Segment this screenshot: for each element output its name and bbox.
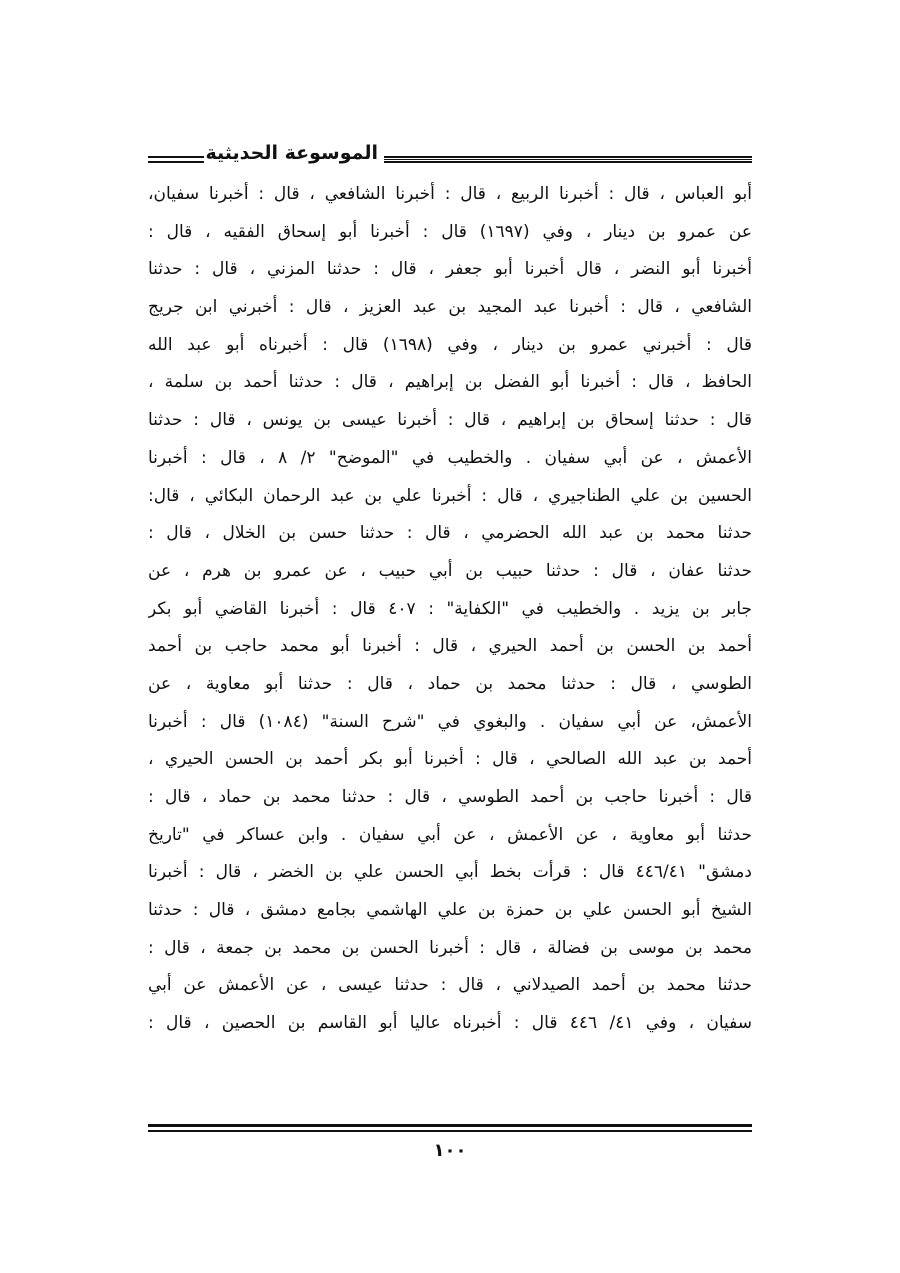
text-line: أحمد بن عبد الله الصالحي ، قال : أخبرنا أبو بكر أحمد بن الحسن الحيري ، bbox=[148, 749, 752, 770]
text-line: الأعمش، عن أبي سفيان . والبغوي في "شرح السنة" (١٠٨٤) قال : أخبرنا bbox=[148, 711, 752, 732]
text-line: الشافعي ، قال : أخبرنا عبد المجيد بن عبد العزيز ، قال : أخبرني ابن جريج bbox=[148, 297, 752, 318]
header-rule-left bbox=[148, 156, 204, 163]
text-line: جابر بن يزيد . والخطيب في "الكفاية" : ٤٠٧ قال : أخبرنا القاضي أبو بكر bbox=[148, 598, 752, 619]
text-line: أخبرنا أبو النضر ، قال أخبرنا أبو جعفر ، قال : حدثنا المزني ، قال : حدثنا bbox=[148, 259, 752, 280]
text-line: حدثنا محمد بن عبد الله الحضرمي ، قال : حدثنا حسن بن الخلال ، قال : bbox=[148, 523, 752, 544]
header-rule-right bbox=[384, 156, 752, 163]
text-line: دمشق" ٤٤٦/٤١ قال : قرأت بخط أبي الحسن علي بن الخضر ، قال : أخبرنا bbox=[148, 862, 752, 883]
text-line: قال : حدثنا إسحاق بن إبراهيم ، قال : أخبرنا عيسى بن يونس ، قال : حدثنا bbox=[148, 410, 752, 431]
running-header-title: الموسوعة الحديثية bbox=[205, 142, 378, 164]
text-line: الأعمش ، عن أبي سفيان . والخطيب في "الموضح" ٢/ ٨ ، قال : أخبرنا bbox=[148, 447, 752, 468]
text-line: الحافظ ، قال : أخبرنا أبو الفضل بن إبراهيم ، قال : حدثنا أحمد بن سلمة ، bbox=[148, 372, 752, 393]
text-line: أبو العباس ، قال : أخبرنا الربيع ، قال : أخبرنا الشافعي ، قال : أخبرنا سفيان، bbox=[148, 184, 752, 204]
text-line: قال : أخبرنا حاجب بن أحمد الطوسي ، قال : حدثنا محمد بن حماد ، قال : bbox=[148, 787, 752, 807]
text-line: الشيخ أبو الحسن علي بن حمزة بن علي الهاشمي بجامع دمشق ، قال : حدثنا bbox=[148, 900, 752, 921]
text-line: الطوسي ، قال : حدثنا محمد بن حماد ، قال : حدثنا أبو معاوية ، عن bbox=[148, 673, 752, 694]
text-line: حدثنا أبو معاوية ، عن الأعمش ، عن أبي سفيان . وابن عساكر في "تاريخ bbox=[148, 824, 752, 845]
page-number: ١٠٠ bbox=[433, 1140, 467, 1161]
text-line: قال : أخبرني عمرو بن دينار ، وفي (١٦٩٨) قال : أخبرناه أبو عبد الله bbox=[148, 334, 752, 355]
text-line: حدثنا عفان ، قال : حدثنا حبيب بن أبي حبيب ، عن عمرو بن هرم ، عن bbox=[148, 560, 752, 581]
text-line: محمد بن موسى بن فضالة ، قال : أخبرنا الحسن بن محمد بن جمعة ، قال : bbox=[148, 937, 752, 958]
body-text bbox=[148, 176, 752, 1043]
text-line: الحسين بن علي الطناجيري ، قال : أخبرنا علي بن عبد الرحمان البكائي ، قال: bbox=[148, 485, 752, 506]
text-line: أحمد بن الحسن بن أحمد الحيري ، قال : أخبرنا أبو محمد حاجب بن أحمد bbox=[148, 636, 752, 657]
text-line: سفيان ، وفي ٤١/ ٤٤٦ قال : أخبرناه عاليا أبو القاسم بن الحصين ، قال : bbox=[148, 1013, 752, 1034]
footer-rule bbox=[148, 1124, 752, 1132]
text-line: حدثنا محمد بن أحمد الصيدلاني ، قال : حدثنا عيسى ، عن الأعمش عن أبي bbox=[148, 975, 752, 996]
text-line: عن عمرو بن دينار ، وفي (١٦٩٧) قال : أخبرنا أبو إسحاق الفقيه ، قال : bbox=[148, 221, 752, 242]
running-header bbox=[148, 138, 752, 174]
